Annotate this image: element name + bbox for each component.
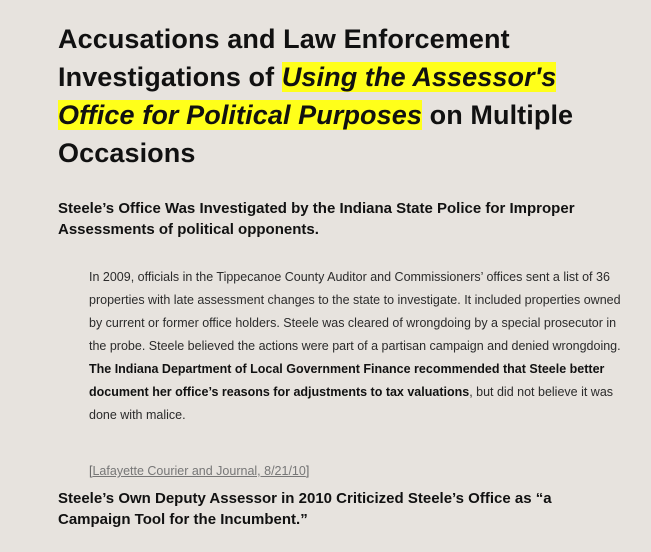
article xyxy=(58,20,638,528)
quote-block xyxy=(89,266,624,427)
quote-text-end: , but did not believe it was done with malice. xyxy=(89,385,614,422)
citation-close-bracket: ] xyxy=(305,464,310,478)
section-heading-deputy-assessor: Steele’s Own Deputy Assessor in 2010 Criticized Steele’s Office as “a Campaign Tool for the Incumbent.” xyxy=(58,490,552,528)
quote-text: In 2009, officials in the Tippecanoe County Auditor and Commissioners’ offices sent a list of 36 properties with late assessment changes to the state to investigate. It included properties owned by current or former office holders. Steele was cleared of wrongdoing by a special prosecutor in the probe. Steele believed the actions were part of a partisan campaign and denied wrongdoing. xyxy=(89,270,621,353)
citation-open-bracket: [ xyxy=(89,464,93,478)
section-heading-investigation: Steele’s Office Was Investigated by the Indiana State Police for Improper Assessments of political opponents. xyxy=(58,200,575,238)
citation-link[interactable]: Lafayette Courier and Journal, 8/21/10 xyxy=(92,464,306,478)
page-title xyxy=(58,20,638,172)
citation xyxy=(89,460,309,483)
quote-paragraph xyxy=(89,266,624,427)
quote-bold-text: The Indiana Department of Local Government Finance recommended that Steele better document her office’s reasons for adjustments to tax valuations xyxy=(89,362,605,399)
headline-part-2: on Multiple Occasions xyxy=(58,100,574,168)
headline-part-1: Accusations and Law Enforcement Investigations of xyxy=(58,24,510,92)
headline-highlight: Using the Assessor's Office for Political Purposes xyxy=(58,62,557,130)
